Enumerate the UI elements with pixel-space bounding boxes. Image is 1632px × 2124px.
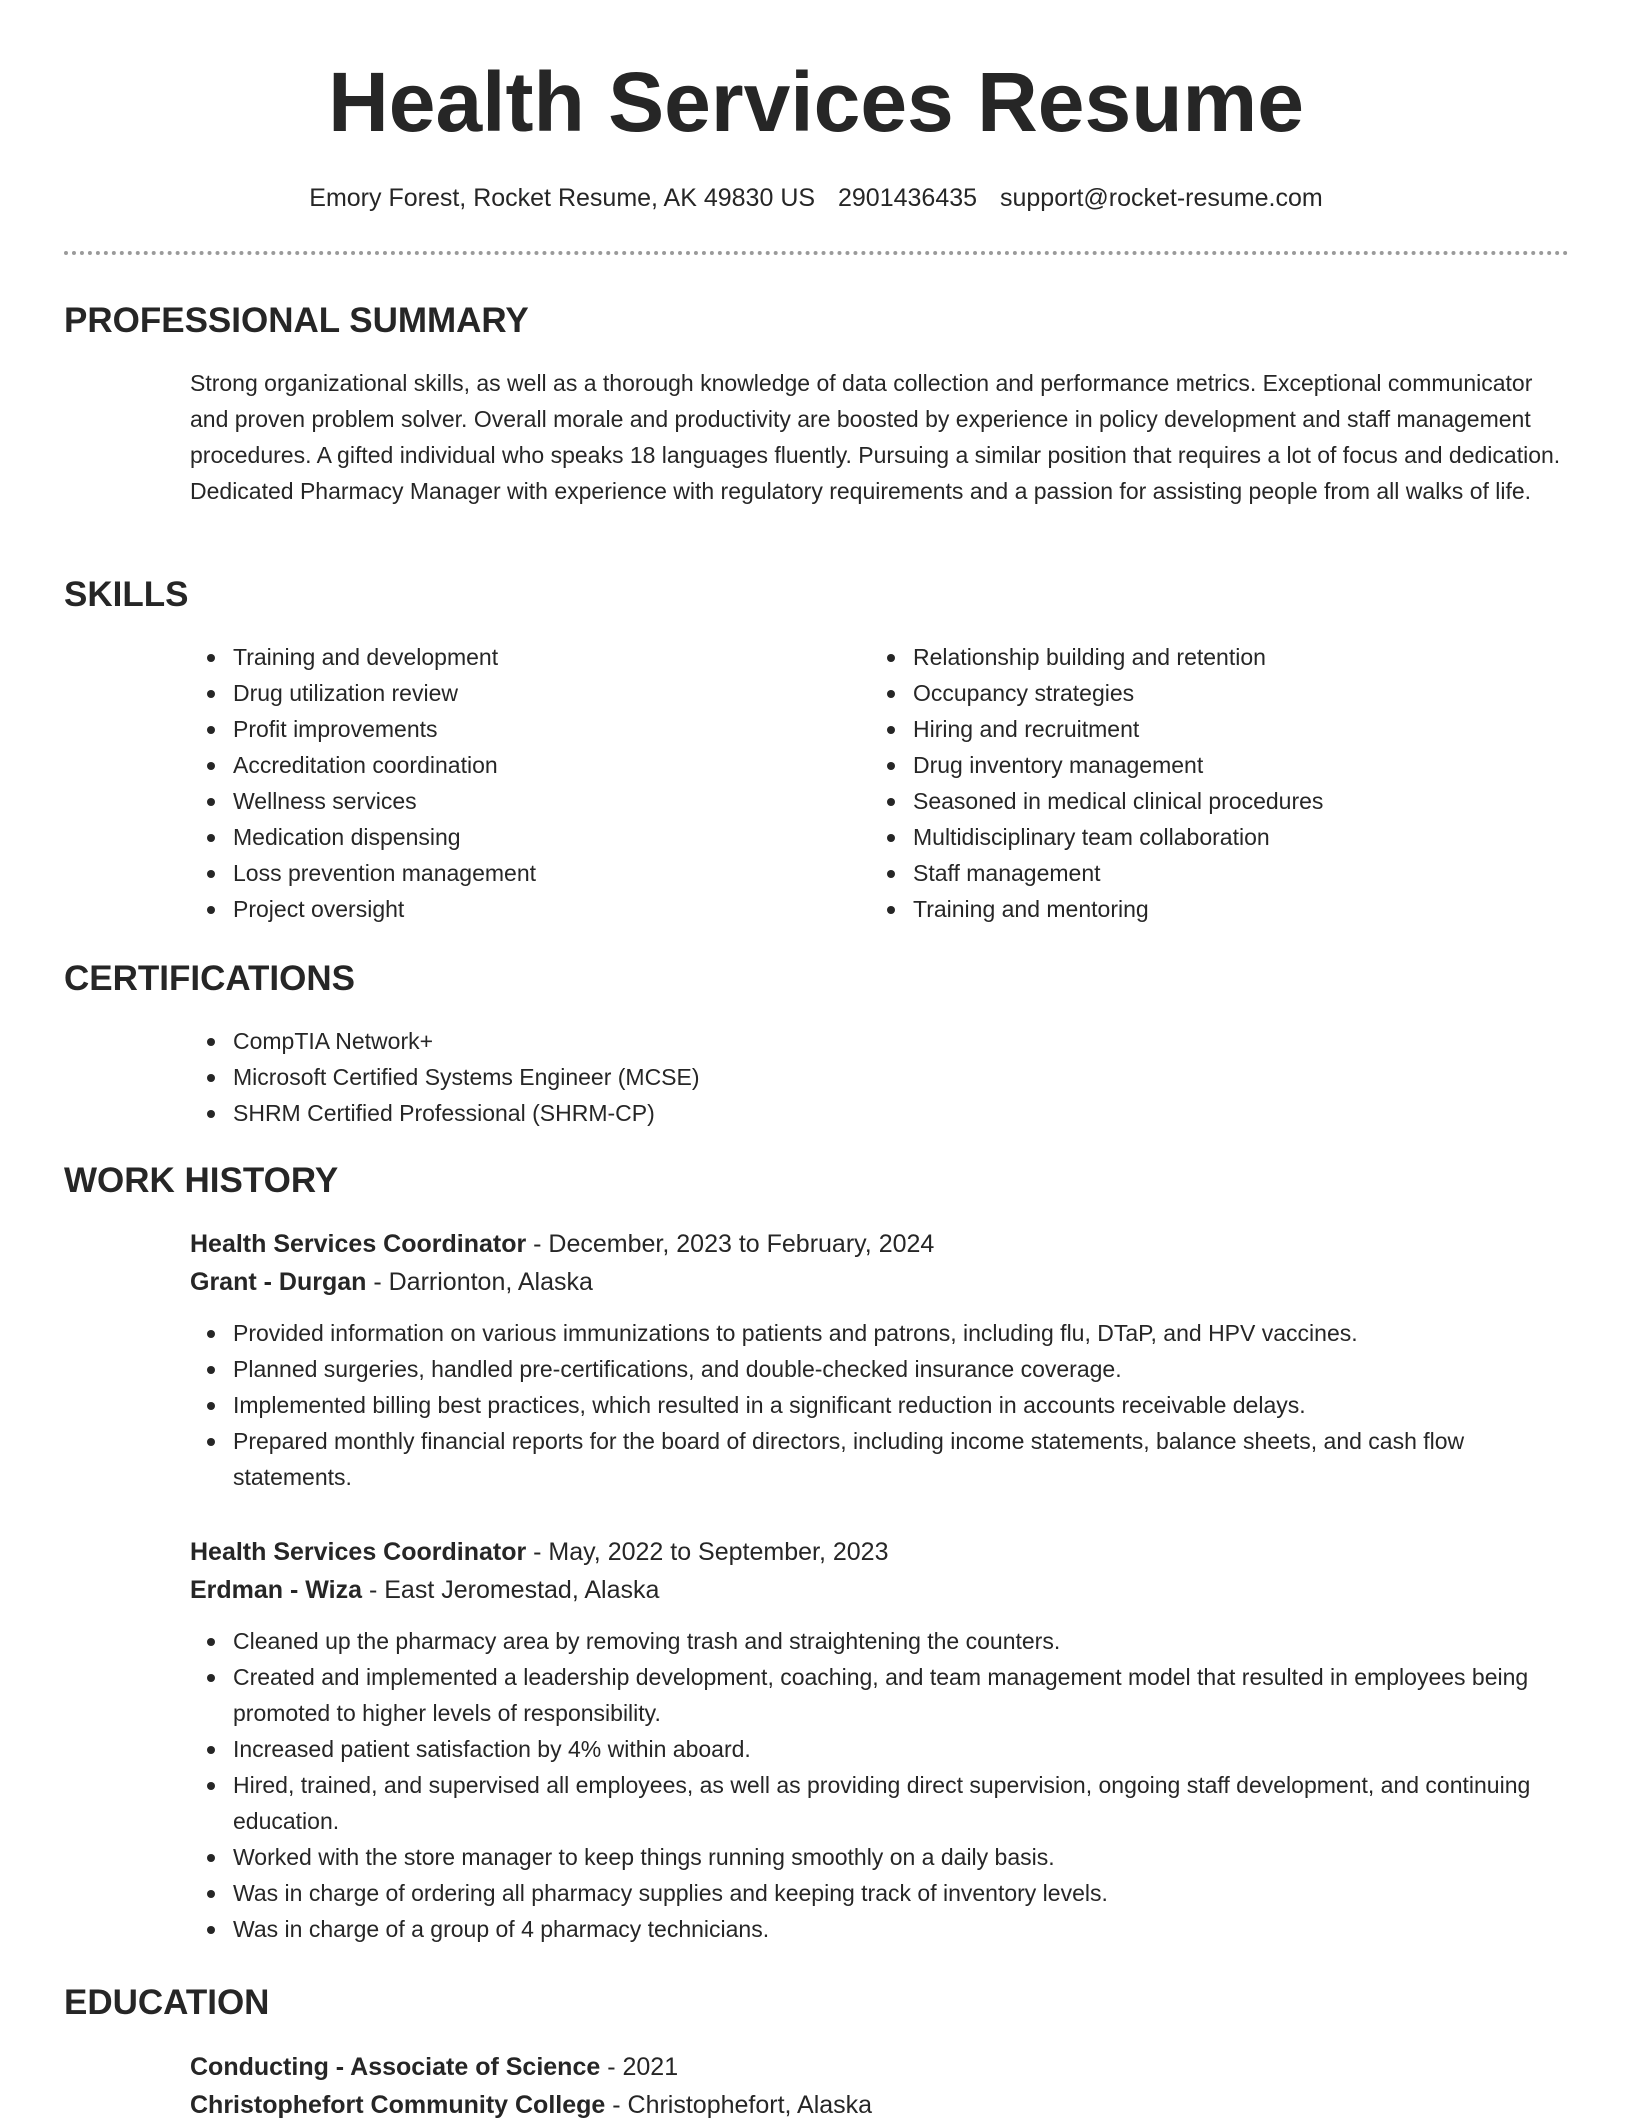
job-entry: [190, 1225, 1570, 1495]
contact-email: support@rocket-resume.com: [1000, 184, 1323, 212]
skill-item: Accreditation coordination: [190, 747, 830, 783]
job-bullet: Worked with the store manager to keep things running smoothly on a daily basis.: [190, 1839, 1570, 1875]
job-bullets: [190, 1623, 1570, 1947]
job-bullet: Increased patient satisfaction by 4% within aboard.: [190, 1731, 1570, 1767]
skills-list-right: [870, 639, 1510, 927]
job-bullet: Cleaned up the pharmacy area by removing trash and straightening the counters.: [190, 1623, 1570, 1659]
job-company-line: [190, 1571, 1570, 1609]
skill-item: Training and development: [190, 639, 830, 675]
job-company: Erdman - Wiza: [190, 1576, 363, 1604]
skill-item: Drug inventory management: [870, 747, 1510, 783]
job-dates: - May, 2022 to September, 2023: [526, 1538, 889, 1566]
certifications-heading: CERTIFICATIONS: [64, 959, 356, 998]
job-bullet: Created and implemented a leadership development, coaching, and team management model that resulted in employees being promoted to higher levels of responsibility.: [190, 1659, 1570, 1731]
header-divider: [64, 251, 1569, 255]
summary-text: Strong organizational skills, as well as a thorough knowledge of data collection and performance metrics. Exceptional communicator and proven problem solver. Overall morale and productivity are boosted by experience in policy development and staff management procedures. A gifted individual who speaks 18 languages fluently. Pursuing a similar position that requires a lot of focus and dedication. Dedicated Pharmacy Manager with experience with regulatory requirements and a passion for assisting people from all walks of life.: [190, 370, 1561, 504]
certification-item: CompTIA Network+: [190, 1023, 1570, 1059]
job-bullet: Prepared monthly financial reports for the board of directors, including income statements, balance sheets, and cash flow statements.: [190, 1423, 1570, 1495]
summary-heading: PROFESSIONAL SUMMARY: [64, 301, 529, 340]
education-school: Christophefort Community College: [190, 2091, 606, 2119]
education-heading: EDUCATION: [64, 1983, 270, 2022]
skill-item: Drug utilization review: [190, 675, 830, 711]
job-role: Health Services Coordinator: [190, 1230, 527, 1258]
skill-item: Occupancy strategies: [870, 675, 1510, 711]
contact-address: Emory Forest, Rocket Resume, AK 49830 US: [309, 184, 816, 212]
job-bullet: Provided information on various immunizations to patients and patrons, including flu, DTaP, and HPV vaccines.: [190, 1315, 1570, 1351]
certifications-list: [190, 1023, 1570, 1131]
job-bullet: Was in charge of ordering all pharmacy supplies and keeping track of inventory levels.: [190, 1875, 1570, 1911]
job-dates: - December, 2023 to February, 2024: [526, 1230, 935, 1258]
job-bullet: Hired, trained, and supervised all employees, as well as providing direct supervision, ongoing staff development, and continuing education.: [190, 1767, 1570, 1839]
job-bullet: Planned surgeries, handled pre-certifications, and double-checked insurance coverage.: [190, 1351, 1570, 1387]
education-school-line: [190, 2086, 1570, 2124]
skill-item: Relationship building and retention: [870, 639, 1510, 675]
job-bullets: [190, 1315, 1570, 1495]
skills-heading: SKILLS: [64, 575, 189, 614]
skill-item: Profit improvements: [190, 711, 830, 747]
contact-phone: 2901436435: [838, 184, 978, 212]
education-location: - Christophefort, Alaska: [605, 2091, 873, 2119]
education-entry: [190, 2048, 1570, 2124]
job-role: Health Services Coordinator: [190, 1538, 527, 1566]
work-history-heading: WORK HISTORY: [64, 1161, 339, 1200]
certification-item: SHRM Certified Professional (SHRM-CP): [190, 1095, 1570, 1131]
job-entry: [190, 1533, 1570, 1947]
skill-item: Training and mentoring: [870, 891, 1510, 927]
education-year: - 2021: [600, 2053, 679, 2081]
job-title-line: [190, 1225, 1570, 1263]
education-degree-line: [190, 2048, 1570, 2086]
skill-item: Seasoned in medical clinical procedures: [870, 783, 1510, 819]
job-title-line: [190, 1533, 1570, 1571]
resume-title: Health Services Resume: [328, 55, 1304, 149]
job-location: - Darrionton, Alaska: [366, 1268, 593, 1296]
skill-item: Medication dispensing: [190, 819, 830, 855]
skill-item: Loss prevention management: [190, 855, 830, 891]
job-company: Grant - Durgan: [190, 1268, 367, 1296]
job-bullet: Was in charge of a group of 4 pharmacy technicians.: [190, 1911, 1570, 1947]
skills-list-left: [190, 639, 830, 927]
job-location: - East Jeromestad, Alaska: [362, 1576, 660, 1604]
education-degree: Conducting - Associate of Science: [190, 2053, 601, 2081]
skill-item: Staff management: [870, 855, 1510, 891]
skill-item: Wellness services: [190, 783, 830, 819]
contact-line: [0, 180, 1632, 216]
skill-item: Multidisciplinary team collaboration: [870, 819, 1510, 855]
job-bullet: Implemented billing best practices, which resulted in a significant reduction in accounts receivable delays.: [190, 1387, 1570, 1423]
skill-item: Project oversight: [190, 891, 830, 927]
skill-item: Hiring and recruitment: [870, 711, 1510, 747]
certification-item: Microsoft Certified Systems Engineer (MCSE): [190, 1059, 1570, 1095]
job-company-line: [190, 1263, 1570, 1301]
